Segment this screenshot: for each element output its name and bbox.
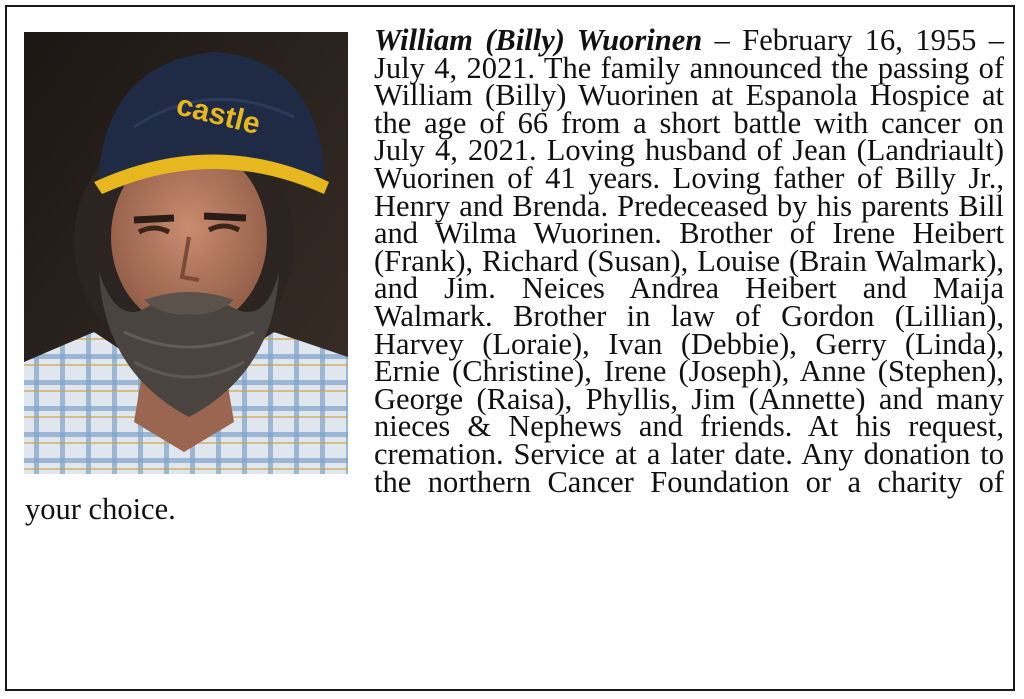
deceased-name: William (Billy) Wuorinen — [374, 23, 703, 57]
cap-logo-text: castle — [173, 88, 264, 142]
obituary-text — [25, 23, 1004, 527]
obituary-frame — [5, 5, 1015, 691]
photo-spacer — [25, 27, 374, 495]
obituary-body: – February 16, 1955 – July 4, 2021. The family announced the passing of William (Billy) Wuorinen at Espanola Hospice at the age of 66 from a short battle with cancer on July 4, 2021. Loving husband of Jean (Landriault) Wuorinen of 41 years. Loving father of Billy Jr., Henry and Brenda. Predeceased by his parents Bill and Wilma Wuorinen. Brother of Irene Heibert (Frank), Richard (Susan), Louise (Brain Walmark), and Jim. Neices Andrea Heibert and Maija Walmark. Brother in law of Gordon (Lillian), Harvey (Loraie), Ivan (Debbie), Gerry (Linda), Ernie (Christine), Irene (Joseph), Anne (Stephen), George (Raisa), Phyllis, Jim (Annette) and many nieces & Nephews and friends. At his request, cremation. Service at a later date. Any donation to the northern Cancer Foundation or a charity of your choice. — [25, 23, 1004, 527]
